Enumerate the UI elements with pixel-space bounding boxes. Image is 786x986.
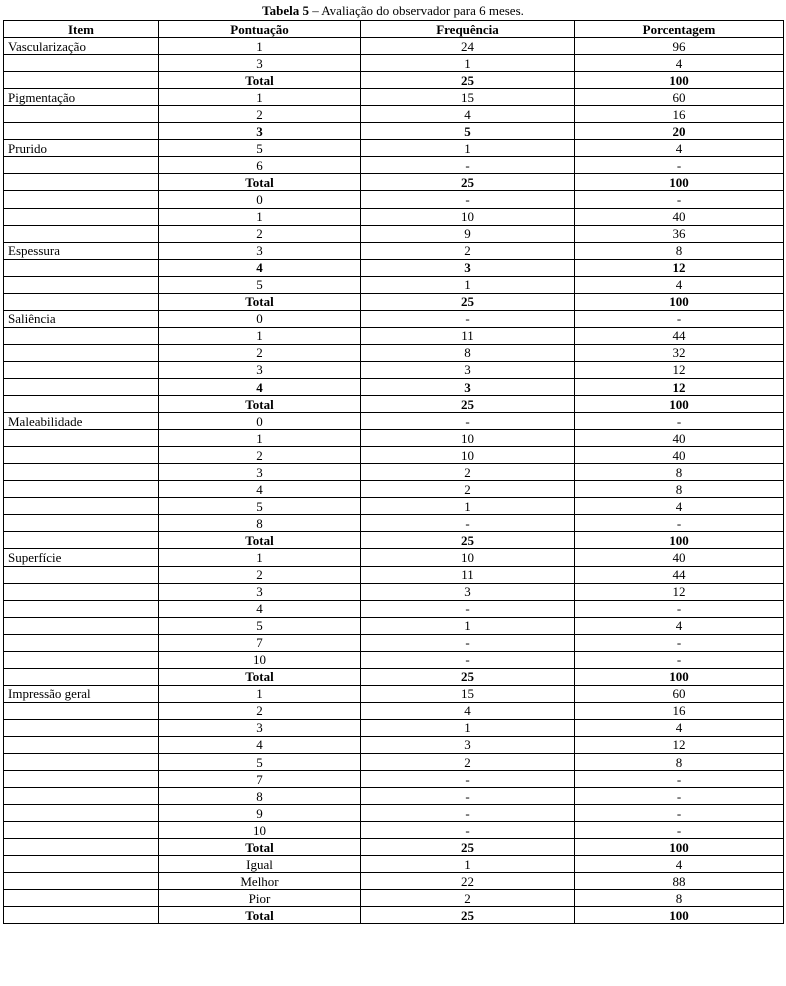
porcentagem-cell: 100 <box>575 839 784 856</box>
table-row <box>4 702 784 719</box>
table-row <box>4 140 784 157</box>
pontuacao-cell: 1 <box>159 208 361 225</box>
pontuacao-cell: 1 <box>159 685 361 702</box>
porcentagem-cell: 4 <box>575 276 784 293</box>
item-cell <box>4 668 159 685</box>
table-row <box>4 822 784 839</box>
table-row <box>4 566 784 583</box>
item-cell: Prurido <box>4 140 159 157</box>
item-cell <box>4 498 159 515</box>
porcentagem-cell: 96 <box>575 38 784 55</box>
frequencia-cell: 1 <box>361 617 575 634</box>
table-row <box>4 447 784 464</box>
caption-text: – Avaliação do observador para 6 meses. <box>308 3 524 18</box>
frequencia-cell: 9 <box>361 225 575 242</box>
frequencia-cell: 2 <box>361 464 575 481</box>
frequencia-cell: - <box>361 788 575 805</box>
frequencia-cell: 1 <box>361 276 575 293</box>
pontuacao-cell: 0 <box>159 191 361 208</box>
header-pontuacao: Pontuação <box>159 21 361 38</box>
porcentagem-cell: 12 <box>575 259 784 276</box>
table-row <box>4 771 784 788</box>
frequencia-cell: - <box>361 634 575 651</box>
table-row <box>4 293 784 310</box>
header-porcentagem: Porcentagem <box>575 21 784 38</box>
item-cell <box>4 208 159 225</box>
item-cell: Espessura <box>4 242 159 259</box>
item-cell <box>4 907 159 924</box>
table-row <box>4 736 784 753</box>
item-cell <box>4 771 159 788</box>
frequencia-cell: - <box>361 771 575 788</box>
pontuacao-cell: 9 <box>159 805 361 822</box>
pontuacao-cell: Total <box>159 174 361 191</box>
frequencia-cell: 1 <box>361 719 575 736</box>
pontuacao-cell: 7 <box>159 634 361 651</box>
porcentagem-cell: - <box>575 191 784 208</box>
frequencia-cell: 25 <box>361 174 575 191</box>
porcentagem-cell: - <box>575 788 784 805</box>
frequencia-cell: 10 <box>361 447 575 464</box>
table-row <box>4 788 784 805</box>
item-cell <box>4 566 159 583</box>
table-row <box>4 873 784 890</box>
pontuacao-cell: 3 <box>159 123 361 140</box>
table-row <box>4 754 784 771</box>
item-cell <box>4 788 159 805</box>
porcentagem-cell: 100 <box>575 532 784 549</box>
frequencia-cell: - <box>361 191 575 208</box>
table-row <box>4 430 784 447</box>
frequencia-cell: 1 <box>361 55 575 72</box>
pontuacao-cell: 5 <box>159 276 361 293</box>
frequencia-cell: 15 <box>361 89 575 106</box>
frequencia-cell: 5 <box>361 123 575 140</box>
frequencia-cell: - <box>361 515 575 532</box>
porcentagem-cell: 12 <box>575 378 784 395</box>
header-frequencia: Frequência <box>361 21 575 38</box>
item-cell <box>4 396 159 413</box>
porcentagem-cell: - <box>575 515 784 532</box>
item-cell: Saliência <box>4 310 159 327</box>
header-item: Item <box>4 21 159 38</box>
evaluation-table <box>3 20 784 924</box>
item-cell <box>4 361 159 378</box>
table-row <box>4 617 784 634</box>
item-cell <box>4 719 159 736</box>
pontuacao-cell: 10 <box>159 822 361 839</box>
frequencia-cell: - <box>361 822 575 839</box>
pontuacao-cell: 2 <box>159 566 361 583</box>
pontuacao-cell: 4 <box>159 600 361 617</box>
table-caption <box>3 3 783 20</box>
pontuacao-cell: Igual <box>159 856 361 873</box>
pontuacao-cell: 1 <box>159 327 361 344</box>
item-cell <box>4 123 159 140</box>
porcentagem-cell: 8 <box>575 464 784 481</box>
item-cell <box>4 157 159 174</box>
pontuacao-cell: 1 <box>159 89 361 106</box>
frequencia-cell: 8 <box>361 344 575 361</box>
pontuacao-cell: 2 <box>159 702 361 719</box>
frequencia-cell: - <box>361 413 575 430</box>
frequencia-cell: 3 <box>361 361 575 378</box>
porcentagem-cell: 100 <box>575 293 784 310</box>
frequencia-cell: 25 <box>361 532 575 549</box>
pontuacao-cell: 4 <box>159 378 361 395</box>
pontuacao-cell: 1 <box>159 38 361 55</box>
porcentagem-cell: 40 <box>575 208 784 225</box>
frequencia-cell: 1 <box>361 856 575 873</box>
pontuacao-cell: 2 <box>159 344 361 361</box>
pontuacao-cell: 3 <box>159 719 361 736</box>
pontuacao-cell: Total <box>159 72 361 89</box>
table-row <box>4 55 784 72</box>
porcentagem-cell: - <box>575 651 784 668</box>
pontuacao-cell: 0 <box>159 413 361 430</box>
table-row <box>4 242 784 259</box>
pontuacao-cell: 3 <box>159 583 361 600</box>
pontuacao-cell: 7 <box>159 771 361 788</box>
item-cell: Impressão geral <box>4 685 159 702</box>
frequencia-cell: 4 <box>361 702 575 719</box>
porcentagem-cell: 32 <box>575 344 784 361</box>
pontuacao-cell: Melhor <box>159 873 361 890</box>
frequencia-cell: - <box>361 600 575 617</box>
table-row <box>4 208 784 225</box>
pontuacao-cell: 8 <box>159 515 361 532</box>
pontuacao-cell: 0 <box>159 310 361 327</box>
pontuacao-cell: 8 <box>159 788 361 805</box>
frequencia-cell: 2 <box>361 890 575 907</box>
frequencia-cell: - <box>361 805 575 822</box>
frequencia-cell: 25 <box>361 839 575 856</box>
frequencia-cell: 25 <box>361 293 575 310</box>
pontuacao-cell: 4 <box>159 481 361 498</box>
porcentagem-cell: 40 <box>575 447 784 464</box>
item-cell <box>4 293 159 310</box>
item-cell <box>4 276 159 293</box>
pontuacao-cell: 10 <box>159 651 361 668</box>
pontuacao-cell: 5 <box>159 140 361 157</box>
table-row <box>4 805 784 822</box>
item-cell <box>4 225 159 242</box>
table-row <box>4 123 784 140</box>
table-row <box>4 72 784 89</box>
porcentagem-cell: - <box>575 413 784 430</box>
item-cell <box>4 583 159 600</box>
table-row <box>4 157 784 174</box>
frequencia-cell: 25 <box>361 396 575 413</box>
table-row <box>4 856 784 873</box>
table-row <box>4 839 784 856</box>
porcentagem-cell: 16 <box>575 106 784 123</box>
porcentagem-cell: 12 <box>575 583 784 600</box>
frequencia-cell: 3 <box>361 736 575 753</box>
table-row <box>4 481 784 498</box>
pontuacao-cell: 3 <box>159 55 361 72</box>
item-cell <box>4 378 159 395</box>
pontuacao-cell: 5 <box>159 617 361 634</box>
frequencia-cell: - <box>361 157 575 174</box>
frequencia-cell: 15 <box>361 685 575 702</box>
frequencia-cell: 22 <box>361 873 575 890</box>
table-row <box>4 225 784 242</box>
porcentagem-cell: 100 <box>575 72 784 89</box>
porcentagem-cell: 60 <box>575 89 784 106</box>
porcentagem-cell: - <box>575 822 784 839</box>
pontuacao-cell: Total <box>159 293 361 310</box>
porcentagem-cell: 4 <box>575 55 784 72</box>
pontuacao-cell: 3 <box>159 361 361 378</box>
item-cell <box>4 55 159 72</box>
frequencia-cell: 11 <box>361 566 575 583</box>
pontuacao-cell: 2 <box>159 106 361 123</box>
pontuacao-cell: 5 <box>159 498 361 515</box>
pontuacao-cell: Total <box>159 907 361 924</box>
porcentagem-cell: 4 <box>575 719 784 736</box>
table-row <box>4 396 784 413</box>
item-cell: Maleabilidade <box>4 413 159 430</box>
porcentagem-cell: 36 <box>575 225 784 242</box>
porcentagem-cell: 4 <box>575 498 784 515</box>
item-cell <box>4 344 159 361</box>
porcentagem-cell: 8 <box>575 481 784 498</box>
frequencia-cell: 10 <box>361 549 575 566</box>
frequencia-cell: 11 <box>361 327 575 344</box>
porcentagem-cell: 40 <box>575 430 784 447</box>
frequencia-cell: 4 <box>361 106 575 123</box>
item-cell <box>4 856 159 873</box>
frequencia-cell: 2 <box>361 754 575 771</box>
pontuacao-cell: Total <box>159 532 361 549</box>
porcentagem-cell: 4 <box>575 617 784 634</box>
table-row <box>4 600 784 617</box>
table-row <box>4 327 784 344</box>
table-row <box>4 498 784 515</box>
item-cell <box>4 805 159 822</box>
table-row <box>4 583 784 600</box>
frequencia-cell: 3 <box>361 259 575 276</box>
table-row <box>4 361 784 378</box>
frequencia-cell: 24 <box>361 38 575 55</box>
item-cell <box>4 736 159 753</box>
porcentagem-cell: - <box>575 310 784 327</box>
table-row <box>4 549 784 566</box>
porcentagem-cell: 12 <box>575 361 784 378</box>
table-row <box>4 276 784 293</box>
table-row <box>4 668 784 685</box>
pontuacao-cell: 3 <box>159 464 361 481</box>
porcentagem-cell: 20 <box>575 123 784 140</box>
item-cell <box>4 72 159 89</box>
pontuacao-cell: Total <box>159 668 361 685</box>
table-body <box>4 38 784 924</box>
table-row <box>4 38 784 55</box>
pontuacao-cell: Pior <box>159 890 361 907</box>
porcentagem-cell: - <box>575 771 784 788</box>
item-cell <box>4 464 159 481</box>
table-row <box>4 890 784 907</box>
frequencia-cell: 2 <box>361 242 575 259</box>
item-cell <box>4 600 159 617</box>
table-row <box>4 651 784 668</box>
item-cell <box>4 634 159 651</box>
porcentagem-cell: 40 <box>575 549 784 566</box>
item-cell <box>4 447 159 464</box>
frequencia-cell: 25 <box>361 907 575 924</box>
item-cell <box>4 106 159 123</box>
item-cell <box>4 839 159 856</box>
item-cell <box>4 754 159 771</box>
table-row <box>4 344 784 361</box>
pontuacao-cell: Total <box>159 396 361 413</box>
frequencia-cell: 10 <box>361 208 575 225</box>
frequencia-cell: 3 <box>361 378 575 395</box>
item-cell <box>4 191 159 208</box>
item-cell <box>4 873 159 890</box>
item-cell <box>4 327 159 344</box>
porcentagem-cell: - <box>575 634 784 651</box>
item-cell <box>4 481 159 498</box>
item-cell: Pigmentação <box>4 89 159 106</box>
pontuacao-cell: 2 <box>159 447 361 464</box>
table-header-row <box>4 21 784 38</box>
pontuacao-cell: 2 <box>159 225 361 242</box>
pontuacao-cell: 5 <box>159 754 361 771</box>
table-row <box>4 634 784 651</box>
frequencia-cell: - <box>361 310 575 327</box>
caption-label: Tabela 5 <box>262 3 309 18</box>
porcentagem-cell: 8 <box>575 890 784 907</box>
table-row <box>4 907 784 924</box>
table-row <box>4 685 784 702</box>
frequencia-cell: - <box>361 651 575 668</box>
table-row <box>4 310 784 327</box>
table-row <box>4 174 784 191</box>
pontuacao-cell: 1 <box>159 549 361 566</box>
porcentagem-cell: 100 <box>575 174 784 191</box>
porcentagem-cell: 16 <box>575 702 784 719</box>
porcentagem-cell: 88 <box>575 873 784 890</box>
frequencia-cell: 25 <box>361 72 575 89</box>
table-row <box>4 464 784 481</box>
item-cell <box>4 890 159 907</box>
item-cell <box>4 822 159 839</box>
table-row <box>4 191 784 208</box>
porcentagem-cell: 100 <box>575 668 784 685</box>
item-cell: Superfície <box>4 549 159 566</box>
porcentagem-cell: 8 <box>575 754 784 771</box>
pontuacao-cell: 4 <box>159 259 361 276</box>
porcentagem-cell: - <box>575 805 784 822</box>
porcentagem-cell: 4 <box>575 856 784 873</box>
porcentagem-cell: - <box>575 600 784 617</box>
pontuacao-cell: Total <box>159 839 361 856</box>
frequencia-cell: 2 <box>361 481 575 498</box>
pontuacao-cell: 6 <box>159 157 361 174</box>
porcentagem-cell: 4 <box>575 140 784 157</box>
table-row <box>4 719 784 736</box>
porcentagem-cell: 60 <box>575 685 784 702</box>
porcentagem-cell: - <box>575 157 784 174</box>
item-cell <box>4 532 159 549</box>
porcentagem-cell: 100 <box>575 396 784 413</box>
item-cell <box>4 174 159 191</box>
frequencia-cell: 25 <box>361 668 575 685</box>
porcentagem-cell: 12 <box>575 736 784 753</box>
item-cell <box>4 430 159 447</box>
table-row <box>4 515 784 532</box>
table-row <box>4 378 784 395</box>
table-row <box>4 259 784 276</box>
porcentagem-cell: 44 <box>575 327 784 344</box>
porcentagem-cell: 44 <box>575 566 784 583</box>
frequencia-cell: 1 <box>361 140 575 157</box>
item-cell <box>4 702 159 719</box>
pontuacao-cell: 1 <box>159 430 361 447</box>
item-cell <box>4 651 159 668</box>
item-cell <box>4 515 159 532</box>
frequencia-cell: 1 <box>361 498 575 515</box>
item-cell <box>4 617 159 634</box>
frequencia-cell: 3 <box>361 583 575 600</box>
table-row <box>4 89 784 106</box>
item-cell: Vascularização <box>4 38 159 55</box>
pontuacao-cell: 4 <box>159 736 361 753</box>
frequencia-cell: 10 <box>361 430 575 447</box>
pontuacao-cell: 3 <box>159 242 361 259</box>
porcentagem-cell: 100 <box>575 907 784 924</box>
porcentagem-cell: 8 <box>575 242 784 259</box>
item-cell <box>4 259 159 276</box>
table-row <box>4 413 784 430</box>
table-row <box>4 532 784 549</box>
table-row <box>4 106 784 123</box>
